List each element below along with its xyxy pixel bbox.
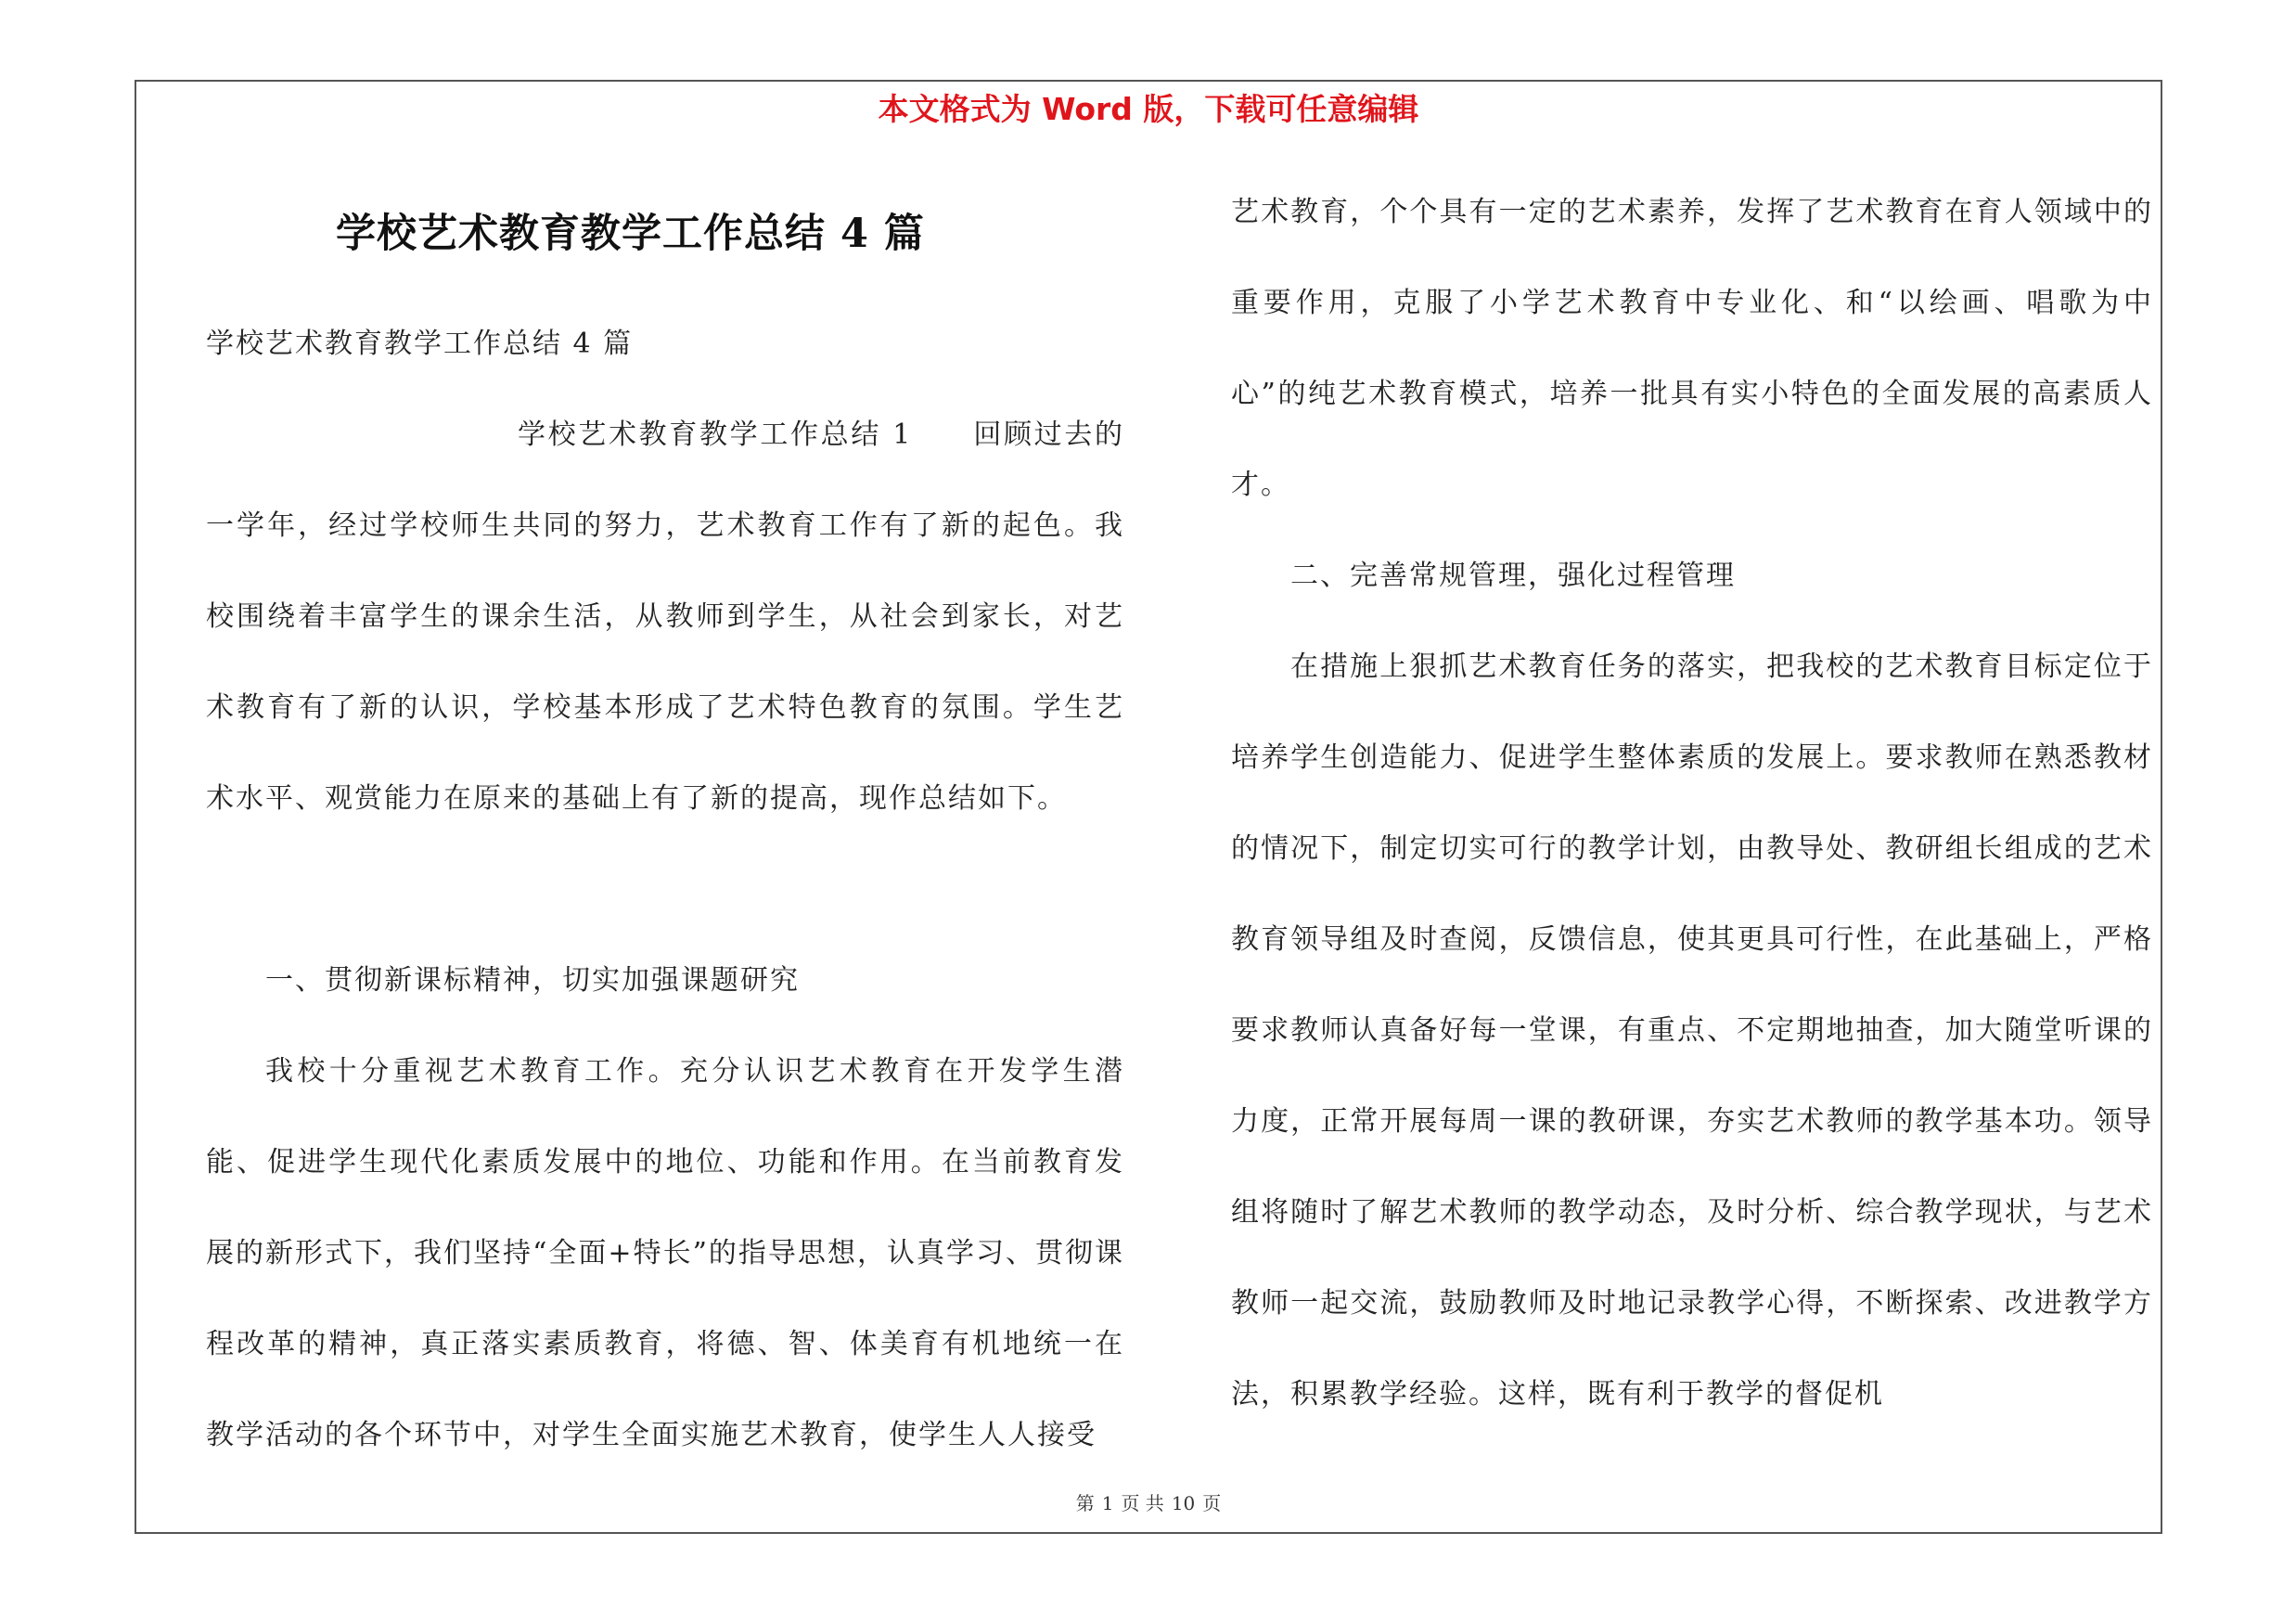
footer-total-pages: 10 bbox=[1171, 1492, 1196, 1514]
section-2-heading: 二、完善常规管理，强化过程管理 bbox=[1290, 560, 1736, 592]
footer-current-page: 1 bbox=[1101, 1492, 1114, 1514]
right-column bbox=[1231, 167, 2153, 1440]
footer-suffix: 页 bbox=[1202, 1492, 1222, 1514]
continuation-paragraph: 艺术教育，个个具有一定的艺术素养，发挥了艺术教育在育人领域中的重要作用，克服了小学艺术教育中专业化、和“以绘画、唱歌为中心”的纯艺术教育模式，培养一批具有实小特色的全面发展的高素质人才。 bbox=[1231, 196, 2153, 501]
document-title: 学校艺术教育教学工作总结 4 篇 bbox=[336, 211, 925, 257]
page-number-footer bbox=[135, 1489, 2162, 1517]
intro-lead-text: 学校艺术教育教学工作总结 1 回顾过去的 bbox=[518, 419, 1124, 451]
section-2-paragraph: 在措施上狠抓艺术教育任务的落实，把我校的艺术教育目标定位于培养学生创造能力、促进学生整体素质的发展上。要求教师在熟悉教材的情况下，制定切实可行的教学计划，由教导处、教研组长组成的艺术教育领导组及时查阅，反馈信息，使其更具可行性，在此基础上，严格要求教师认真备好每一堂课，有重点、不定期地抽查，加大随堂听课的力度，正常开展每周一课的教研课，夯实艺术教师的教学基本功。领导组将随时了解艺术教师的教学动态，及时分析、综合教学现状，与艺术教师一起交流，鼓励教师及时地记录教学心得，不断探索、改进教学方法，积累教学经验。这样，既有利于教学的督促机 bbox=[1231, 650, 2153, 1410]
paragraph-gap bbox=[206, 844, 1124, 935]
section-1-heading: 一、贯彻新课标精神，切实加强课题研究 bbox=[265, 964, 800, 997]
document-subtitle: 学校艺术教育教学工作总结 4 篇 bbox=[206, 328, 634, 360]
intro-body-text: 一学年，经过学校师生共同的努力，艺术教育工作有了新的起色。我校围绕着丰富学生的课余生活，从教师到学生，从社会到家长，对艺术教育有了新的认识，学校基本形成了艺术特色教育的氛围。学生艺术水平、观赏能力在原来的基础上有了新的提高，现作总结如下。 bbox=[206, 509, 1124, 815]
footer-prefix: 第 bbox=[1075, 1492, 1095, 1514]
word-format-banner: 本文格式为 Word 版，下载可任意编辑 bbox=[878, 91, 1419, 127]
left-column bbox=[206, 176, 1124, 1481]
intro-paragraph bbox=[206, 390, 1124, 844]
section-1-paragraph: 我校十分重视艺术教育工作。充分认识艺术教育在开发学生潜能、促进学生现代化素质发展中的地位、功能和作用。在当前教育发展的新形式下，我们坚持“全面+特长”的指导思想，认真学习、贯彻课程改革的精神，真正落实素质教育，将德、智、体美育有机地统一在教学活动的各个环节中，对学生全面实施艺术教育，使学生人人接受 bbox=[206, 1055, 1124, 1451]
footer-mid: 页 共 bbox=[1121, 1492, 1164, 1514]
